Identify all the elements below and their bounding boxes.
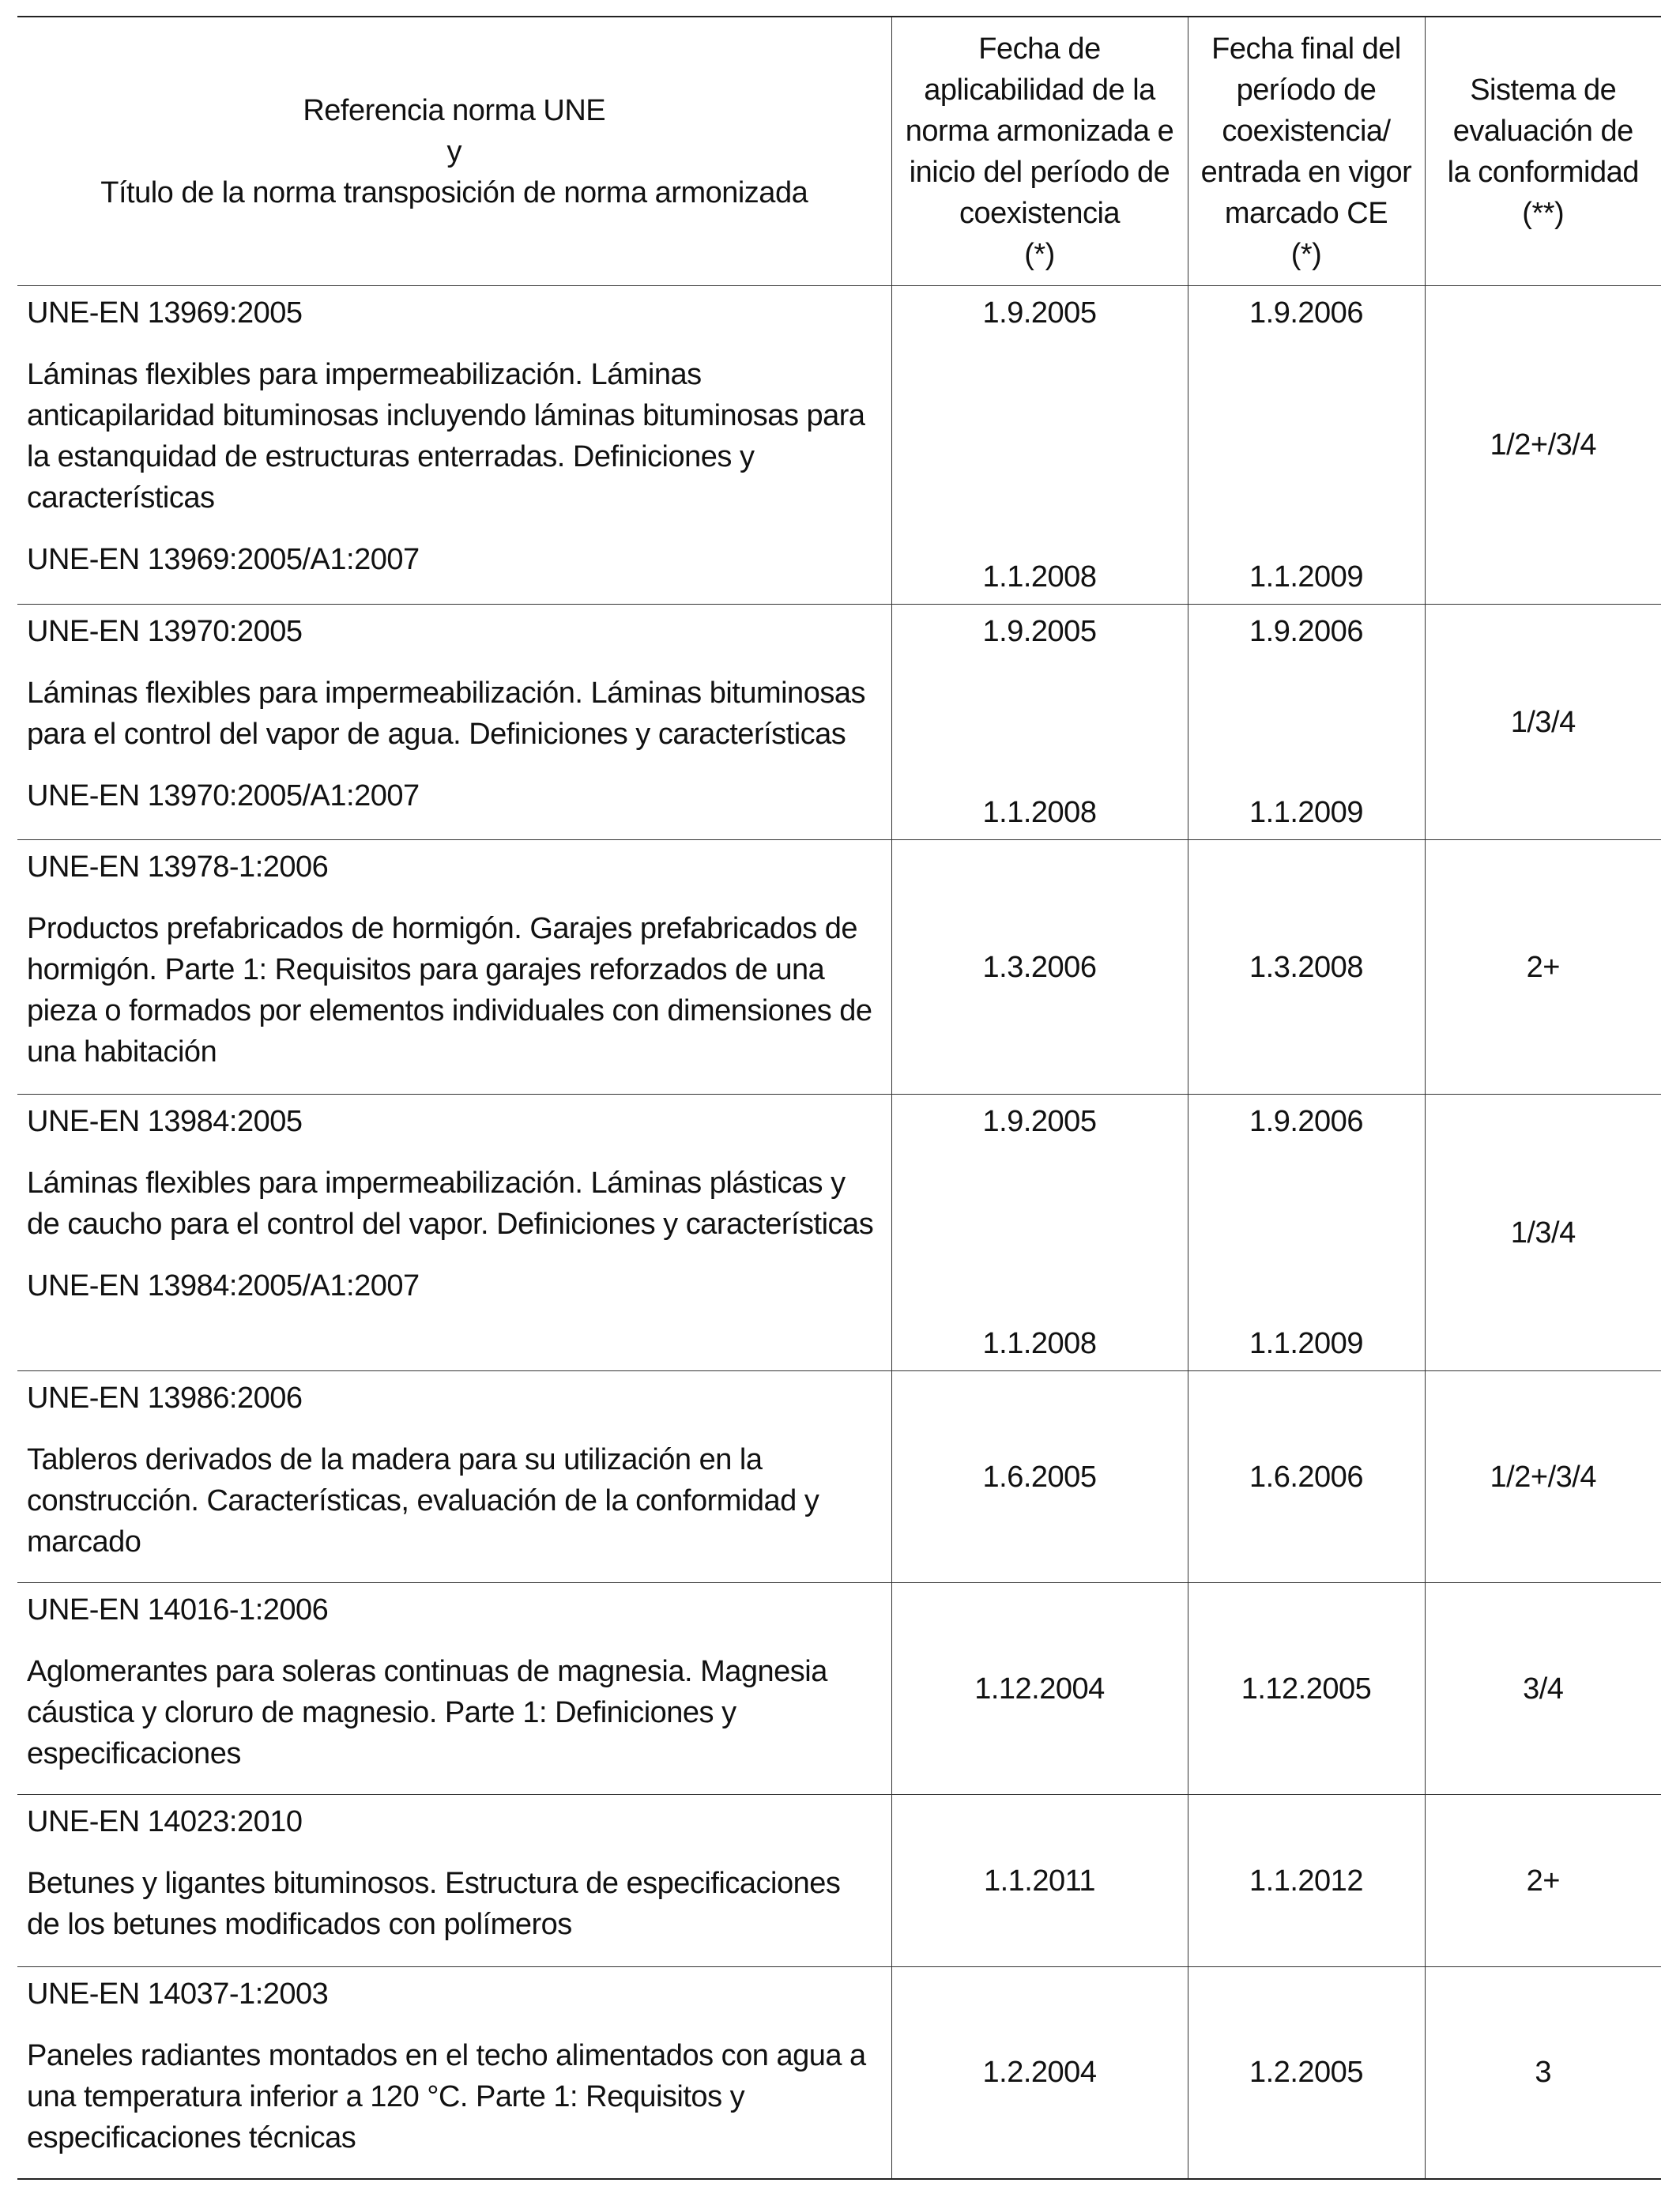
header-line: (*): [1290, 237, 1322, 271]
header-line: (**): [1522, 196, 1565, 230]
amendment-applicability-date: 1.1.2008: [982, 796, 1097, 829]
end-date: 1.3.2008: [1188, 840, 1425, 1095]
end-date-cell: [1188, 286, 1425, 605]
amendment-reference: UNE-EN 13970:2005/A1:2007: [27, 779, 420, 812]
amendment-applicability-date: 1.1.2008: [982, 1327, 1097, 1360]
conformity-system: 1/3/4: [1425, 605, 1661, 840]
header-line: norma armonizada e: [905, 114, 1174, 148]
header-line: Referencia norma UNE: [303, 93, 606, 127]
table-row: [17, 1095, 1661, 1371]
standard-reference: UNE-EN 13970:2005: [27, 615, 303, 648]
header-line: Fecha de: [978, 32, 1101, 66]
standard-title: Aglomerantes para soleras continuas de magnesia. Magnesia cáustica y cloruro de magnesio. Parte 1: Definiciones y especificaciones: [27, 1655, 827, 1770]
standard-reference: UNE-EN 13986:2006: [27, 1382, 303, 1415]
applicability-date: 1.9.2005: [982, 296, 1097, 330]
conformity-system: 3/4: [1425, 1583, 1661, 1795]
amendment-reference: UNE-EN 13969:2005/A1:2007: [27, 543, 420, 576]
header-line: marcado CE: [1224, 196, 1388, 230]
standard-title: Productos prefabricados de hormigón. Garajes prefabricados de hormigón. Parte 1: Requisitos para garajes reforzados de una pieza o formados por elementos individuales con dimensiones de una habitación: [27, 912, 872, 1069]
end-date-cell: [1188, 605, 1425, 840]
applicability-date: 1.9.2005: [982, 615, 1097, 648]
header-line: coexistencia/: [1222, 114, 1391, 148]
applicability-date: 1.1.2011: [891, 1795, 1188, 1967]
standard-title: Láminas flexibles para impermeabilización. Láminas plásticas y de caucho para el control del vapor. Definiciones y características: [27, 1167, 874, 1241]
standard-reference: UNE-EN 14037-1:2003: [27, 1977, 329, 2011]
standard-title: Tableros derivados de la madera para su utilización en la construcción. Características, evaluación de la conformidad y marcado: [27, 1443, 819, 1559]
amendment-reference: UNE-EN 13984:2005/A1:2007: [27, 1269, 420, 1302]
applicability-date: 1.2.2004: [891, 1967, 1188, 2179]
header-line: entrada en vigor: [1200, 155, 1412, 189]
header-line: Título de la norma transposición de norma armonizada: [100, 175, 808, 209]
applicability-date-cell: [891, 286, 1188, 605]
conformity-system: 3: [1425, 1967, 1661, 2179]
header-line: período de: [1236, 73, 1377, 107]
end-date: 1.2.2005: [1188, 1967, 1425, 2179]
end-date: 1.9.2006: [1249, 1105, 1363, 1138]
conformity-system: 1/2+/3/4: [1425, 286, 1661, 605]
applicability-date-cell: [891, 605, 1188, 840]
conformity-system: 1/3/4: [1425, 1095, 1661, 1371]
header-line: Fecha final del: [1211, 32, 1401, 66]
header-conformity-system: [1425, 17, 1661, 286]
conformity-system: 2+: [1425, 840, 1661, 1095]
amendment-end-date: 1.1.2009: [1249, 560, 1363, 594]
standard-reference: UNE-EN 14023:2010: [27, 1805, 303, 1838]
reference-cell: [17, 1967, 891, 2179]
reference-cell: [17, 605, 891, 840]
standard-reference: UNE-EN 13984:2005: [27, 1105, 303, 1138]
table-row: [17, 840, 1661, 1095]
header-line: evaluación de: [1452, 114, 1633, 148]
harmonized-standards-table: [17, 16, 1661, 2180]
header-line: la conformidad: [1447, 155, 1639, 189]
conformity-system: 1/2+/3/4: [1425, 1371, 1661, 1583]
reference-cell: [17, 1795, 891, 1967]
header-line: inicio del período de: [909, 155, 1170, 189]
header-line: y: [446, 134, 461, 168]
table-row: [17, 1371, 1661, 1583]
amendment-end-date: 1.1.2009: [1249, 796, 1363, 829]
end-date: 1.1.2012: [1188, 1795, 1425, 1967]
amendment-applicability-date: 1.1.2008: [982, 560, 1097, 594]
end-date: 1.12.2005: [1188, 1583, 1425, 1795]
applicability-date: 1.6.2005: [891, 1371, 1188, 1583]
header-reference-title: [17, 17, 891, 286]
table-row: [17, 605, 1661, 840]
table-header-row: [17, 17, 1661, 286]
applicability-date: 1.9.2005: [982, 1105, 1097, 1138]
header-line: Sistema de: [1470, 73, 1617, 107]
end-date: 1.9.2006: [1249, 296, 1363, 330]
header-line: aplicabilidad de la: [924, 73, 1155, 107]
reference-cell: [17, 1583, 891, 1795]
applicability-date-cell: [891, 1095, 1188, 1371]
applicability-date: 1.3.2006: [891, 840, 1188, 1095]
standard-title: Paneles radiantes montados en el techo alimentados con agua a una temperatura inferior a 120 °C. Parte 1: Requisitos y especificaciones técnicas: [27, 2039, 866, 2154]
standard-reference: UNE-EN 13978-1:2006: [27, 850, 329, 884]
end-date-cell: [1188, 1095, 1425, 1371]
table-row: [17, 1583, 1661, 1795]
end-date: 1.6.2006: [1188, 1371, 1425, 1583]
reference-cell: [17, 1095, 891, 1371]
standards-document: [17, 16, 1661, 2180]
table-row: [17, 286, 1661, 605]
header-line: coexistencia: [959, 196, 1121, 230]
header-end-date: [1188, 17, 1425, 286]
reference-cell: [17, 286, 891, 605]
reference-cell: [17, 1371, 891, 1583]
standard-title: Láminas flexibles para impermeabilización. Láminas anticapilaridad bituminosas incluyendo láminas bituminosas para la estanquidad de estructuras enterradas. Definiciones y características: [27, 358, 865, 515]
standard-title: Láminas flexibles para impermeabilización. Láminas bituminosas para el control del vapor de agua. Definiciones y características: [27, 677, 865, 751]
standard-title: Betunes y ligantes bituminosos. Estructura de especificaciones de los betunes modificados con polímeros: [27, 1867, 841, 1941]
standard-reference: UNE-EN 13969:2005: [27, 296, 303, 330]
header-line: (*): [1024, 237, 1055, 271]
table-row: [17, 1967, 1661, 2179]
amendment-end-date: 1.1.2009: [1249, 1327, 1363, 1360]
table-row: [17, 1795, 1661, 1967]
applicability-date: 1.12.2004: [891, 1583, 1188, 1795]
standard-reference: UNE-EN 14016-1:2006: [27, 1593, 329, 1627]
header-applicability-date: [891, 17, 1188, 286]
conformity-system: 2+: [1425, 1795, 1661, 1967]
reference-cell: [17, 840, 891, 1095]
end-date: 1.9.2006: [1249, 615, 1363, 648]
